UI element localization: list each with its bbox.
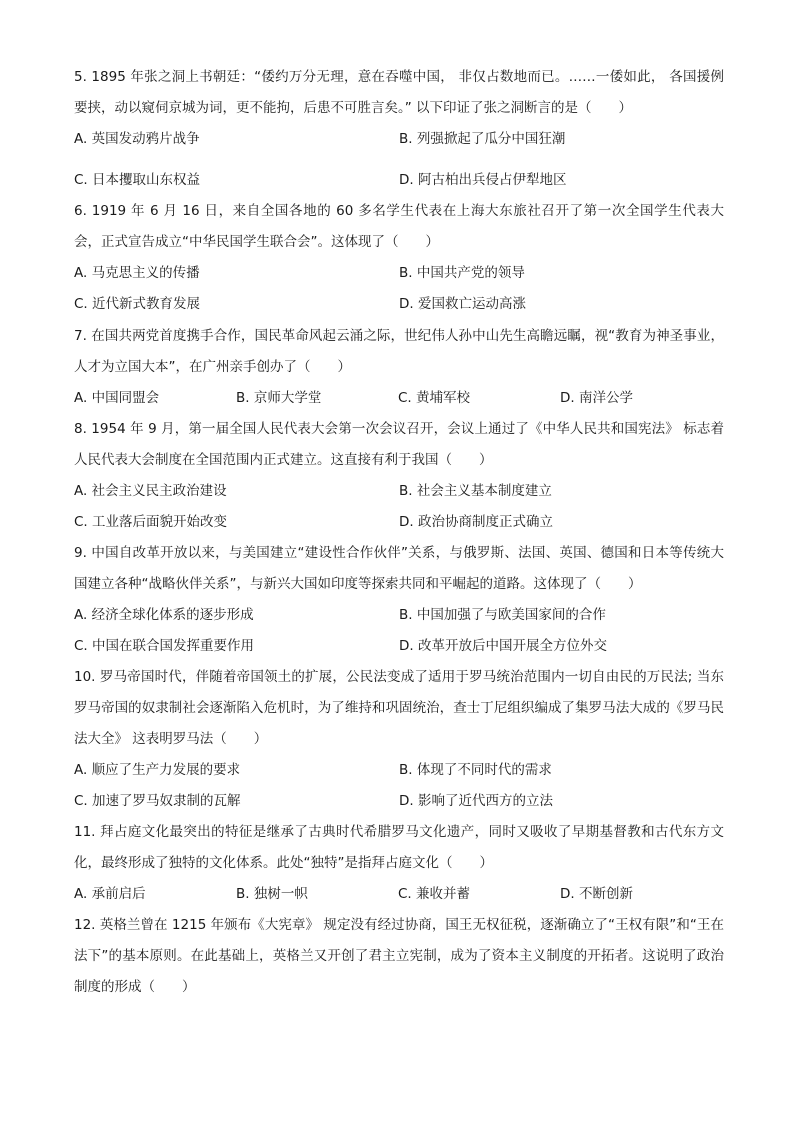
question-stem: 9. 中国自改革开放以来，与美国建立“建设性合作伙伴”关系，与俄罗斯、法国、英国、德国和日本等传统大国建立各种“战略伙伴关系”，与新兴大国如印度等探索共同和平崛起的道路。这体现了（ ） [74,545,724,592]
question-stem: 7. 在国共两党首度携手合作，国民革命风起云涌之际，世纪伟人孙中山先生高瞻远瞩，视“教育为神圣事业，人才为立国大本”，在广州亲手创办了（ ） [74,328,724,375]
option-d[interactable]: D. 影响了近代西方的立法 [399,793,553,809]
option-b[interactable]: B. 京师大学堂 [236,390,322,406]
option-d[interactable]: D. 改革开放后中国开展全方位外交 [399,638,607,654]
option-a[interactable]: A. 经济全球化体系的逐步形成 [74,607,254,623]
option-c[interactable]: C. 黄埔军校 [398,390,471,406]
question-5 [74,62,724,196]
option-list [74,879,724,910]
question-8 [74,414,724,538]
option-d[interactable]: D. 爱国救亡运动高涨 [399,296,526,312]
option-c[interactable]: C. 工业落后面貌开始改变 [74,514,228,530]
option-a[interactable]: A. 承前启后 [74,886,146,902]
option-c[interactable]: C. 兼收并蓄 [398,886,471,902]
option-list [74,600,724,662]
option-b[interactable]: B. 社会主义基本制度建立 [399,483,552,499]
option-b[interactable]: B. 列强掀起了瓜分中国狂潮 [399,131,566,147]
option-b[interactable]: B. 独树一帜 [236,886,308,902]
question-7 [74,321,724,414]
option-c[interactable]: C. 中国在联合国发挥重要作用 [74,638,255,654]
question-stem: 5. 1895 年张之洞上书朝廷：“倭约万分无理，意在吞噬中国， 非仅占数地而已。……一倭如此， 各国援例要挟，动以窥伺京城为词，更不能拘，后患不可胜言矣。” 以下印证了张之洞断言的是（ ） [74,69,724,116]
option-list [74,383,724,414]
option-b[interactable]: B. 中国加强了与欧美国家间的合作 [399,607,606,623]
option-list [74,165,724,196]
question-stem: 12. 英格兰曾在 1215 年颁布《大宪章》 规定没有经过协商，国王无权征税，逐渐确立了“王权有限”和“王在法下”的基本原则。在此基础上，英格兰又开创了君主立宪制，成为了资本主义制度的开拓者。这说明了政治制度的形成（ ） [74,917,724,995]
option-list [74,476,724,538]
option-a[interactable]: A. 社会主义民主政治建设 [74,483,227,499]
option-a[interactable]: A. 英国发动鸦片战争 [74,131,200,147]
option-a[interactable]: A. 中国同盟会 [74,390,160,406]
question-stem: 10. 罗马帝国时代，伴随着帝国领土的扩展，公民法变成了适用于罗马统治范围内一切自由民的万民法; 当东罗马帝国的奴隶制社会逐渐陷入危机时，为了维持和巩固统治，查士丁尼组织编成了集罗马法大成的《罗马民法大全》 这表明罗马法（ ） [74,669,724,747]
option-c[interactable]: C. 日本攫取山东权益 [74,172,201,188]
option-b[interactable]: B. 中国共产党的领导 [399,265,525,281]
option-list [74,258,724,320]
question-12 [74,910,724,1003]
option-d[interactable]: D. 南洋公学 [560,390,633,406]
option-b[interactable]: B. 体现了不同时代的需求 [399,762,552,778]
question-6 [74,196,724,320]
option-d[interactable]: D. 阿古柏出兵侵占伊犁地区 [399,172,567,188]
question-stem: 6. 1919 年 6 月 16 日，来自全国各地的 60 多名学生代表在上海大东旅社召开了第一次全国学生代表大会，正式宣告成立“中华民国学生联合会”。这体现了（ ） [74,203,724,250]
question-10 [74,662,724,817]
option-a[interactable]: A. 马克思主义的传播 [74,265,200,281]
option-list [74,755,724,817]
question-stem: 8. 1954 年 9 月，第一届全国人民代表大会第一次会议召开，会议上通过了《中华人民共和国宪法》 标志着人民代表大会制度在全国范围内正式建立。这直接有利于我国（ ） [74,421,724,468]
option-a[interactable]: A. 顺应了生产力发展的要求 [74,762,241,778]
option-list [74,124,724,155]
option-c[interactable]: C. 加速了罗马奴隶制的瓦解 [74,793,241,809]
question-11 [74,817,724,910]
question-stem: 11. 拜占庭文化最突出的特征是继承了古典时代希腊罗马文化遗产，同时又吸收了早期基督教和古代东方文化，最终形成了独特的文化体系。此处“独特”是指拜占庭文化（ ） [74,824,724,871]
question-9 [74,538,724,662]
option-d[interactable]: D. 政治协商制度正式确立 [399,514,553,530]
option-c[interactable]: C. 近代新式教育发展 [74,296,201,312]
option-d[interactable]: D. 不断创新 [560,886,633,902]
